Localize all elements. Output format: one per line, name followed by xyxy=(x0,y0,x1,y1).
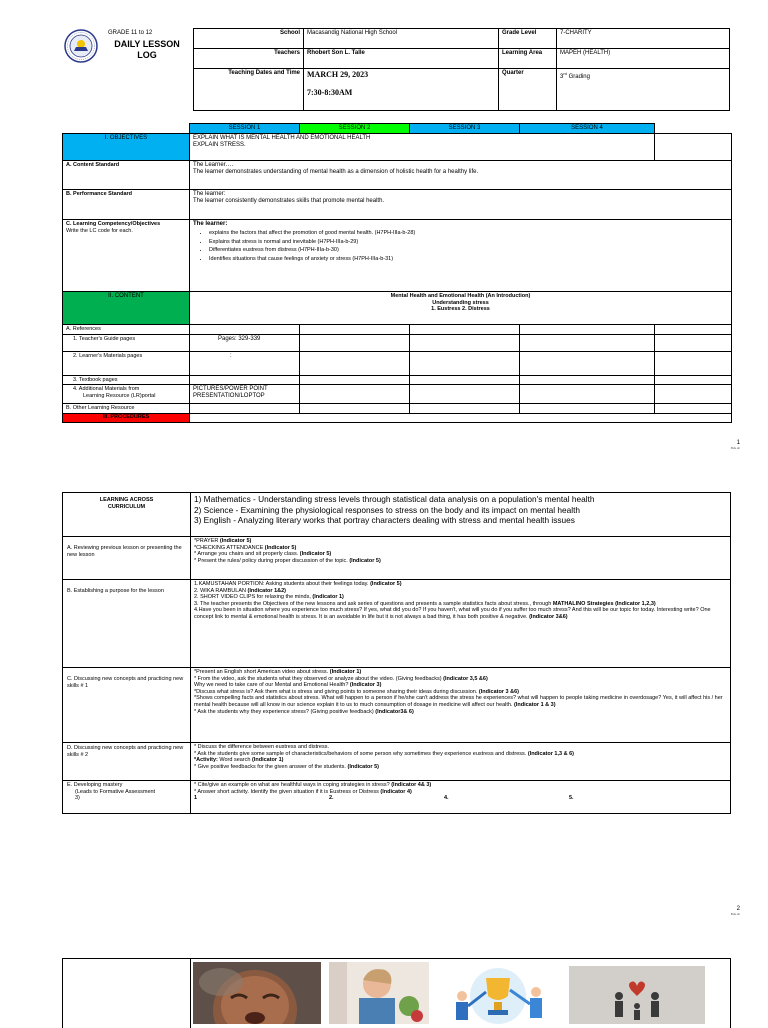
proc-c-text xyxy=(191,668,731,743)
lesson-table xyxy=(62,123,732,423)
proc-c-l4-ind: (Indicator 3 &6) xyxy=(478,688,519,695)
proc-c-l6: * Ask the students why they experience stress? (Giving positive feedback) xyxy=(194,708,376,715)
additional-materials-value-1: PICTURES/POWER POINT xyxy=(193,386,268,393)
teachers-label: Teachers xyxy=(194,49,304,69)
proc-c-l1: *Present an English short American video about stress. xyxy=(194,669,330,675)
quarter-num: 3 xyxy=(560,74,564,80)
proc-b-label: B. Establishing a purpose for the lesson xyxy=(63,580,191,668)
objectives-text xyxy=(190,134,655,161)
content-text xyxy=(190,292,732,325)
proc-b-l2: 2. WIKA RAMBULAN xyxy=(194,587,248,594)
session-4-header: SESSION 4 xyxy=(520,124,655,134)
proc-e-label-3: 3) xyxy=(75,795,80,802)
across-label-2: CURRICULUM xyxy=(107,503,146,510)
crying-child-image xyxy=(193,962,321,1024)
competency-item: • Explains that stress is normal and inevitable (H7PH-IIIa-b-29) xyxy=(209,239,728,246)
procedures-label: III. PROCEDURES xyxy=(63,413,190,422)
proc-e-l1-ind: (Indicator 4& 3) xyxy=(391,782,432,788)
family-icon-image xyxy=(569,966,705,1024)
proc-e-numbers xyxy=(194,795,727,803)
session-blank xyxy=(655,124,732,134)
log-title xyxy=(112,39,182,61)
proc-d-l3: Word search xyxy=(219,757,252,764)
competency-list xyxy=(193,230,728,262)
proc-e-n4: 5. xyxy=(569,795,574,802)
performance-standard-text xyxy=(190,190,732,220)
proc-a-label: A. Reviewing previous lesson or presenting the new lesson xyxy=(63,537,191,580)
proc-d-label: D. Discussing new concepts and practicing new skills # 2 xyxy=(63,743,191,781)
proc-b-l5-ind: (Indicator 3&6) xyxy=(529,613,568,620)
session-3-header: SESSION 3 xyxy=(410,124,520,134)
proc-b-l4: 3. The teacher presents the Objectives of the new lessons and ask series of questions and presents a sample statistics facts about stress., through xyxy=(194,600,553,607)
log-title-line-1: DAILY LESSON xyxy=(114,39,180,49)
proc-b-text xyxy=(191,580,731,668)
proc-e-n2: 2. xyxy=(329,795,334,802)
proc-c-l5: *Shows compelling facts and statistics about stress. What will happen to a person if he/she can't address the stress he experiences? what will happen to people taking medicine in overdosage? Yes, it will affect his / her mental health because will all know in our science explain it to us to much consumption of dosage in medicine will affect our health. xyxy=(194,695,723,708)
additional-materials-label-2: Learning Resource (LR)portal xyxy=(83,392,156,399)
competency-item: • Differentiates eustress from distress (H7PH-IIIa-b-30) xyxy=(209,247,728,254)
references-label: A. References xyxy=(63,325,190,335)
proc-a-l3-ind: (Indicator 5) xyxy=(299,551,332,558)
procedures-table xyxy=(62,492,731,814)
proc-c-label: C. Discussing new concepts and practicing new skills # 1 xyxy=(63,668,191,743)
objectives-line-1: EXPLAIN WHAT IS MENTAL HEALTH AND EMOTIONAL HEALTH xyxy=(193,135,371,141)
date-value: MARCH 29, 2023 xyxy=(307,70,369,79)
dates-value xyxy=(304,69,499,111)
proc-e-l1: * Cite/give an example on what are healthful ways in coping strategies in stress? xyxy=(194,782,392,788)
proc-a-l1-ind: (Indicator 5) xyxy=(219,538,252,544)
learners-materials-value: : xyxy=(190,351,300,375)
teachers-guide-label: 1. Teacher's Guide pages xyxy=(63,334,190,351)
performance-standard-line-1: The learner: xyxy=(193,191,226,197)
proc-a-l1: *PRAYER xyxy=(194,538,220,544)
learners-materials-label: 2. Learner's Materials pages xyxy=(63,351,190,375)
proc-b-l4-ind: MATHALINO Strategies (Indicator 1,2,3) xyxy=(552,600,656,607)
across-curriculum-label xyxy=(63,493,191,537)
proc-c-l4: *Discuss what stress is? Ask them what is stress and giving points to someone sharing their ideas during discussion. xyxy=(194,688,479,695)
proc-c-l5-ind: (Indicator 1 & 3) xyxy=(514,701,556,708)
proc-b-l5: 4.Have you been in situation where you experience too much stress? If yes, what did you do? If you haven't, what will you do if you suffer too much stress? And this will be our topic for today. Interesting write? One concept link to mental & emotional health is stress. It is an avoidable in life but it is not always a bad thing, it has both positive & negative. xyxy=(194,607,711,620)
school-value: Macasandig National High School xyxy=(304,29,499,49)
performance-standard-label: B. Performance Standard xyxy=(63,190,190,220)
content-line-1: Mental Health and Emotional Health (An Introduction) xyxy=(390,293,531,299)
quarter-value xyxy=(557,69,730,111)
page-2-number xyxy=(720,906,740,916)
other-resource-label: B. Other Learning Resource xyxy=(63,404,190,414)
page-2-sub: Bds.dc xyxy=(730,912,740,916)
proc-c-l2-ind: (Indicator 3,5 &6) xyxy=(443,675,488,682)
session-1-header: SESSION 1 xyxy=(190,124,300,134)
proc-e-n1: 1 xyxy=(194,795,198,802)
across-line-2: 2) Science - Examining the physiological responses to stress on the body and its impact on mental health xyxy=(194,504,581,515)
content-standard-label: A. Content Standard xyxy=(63,161,190,190)
page-2-number-text: 2 xyxy=(736,906,740,912)
page-1-number-text: 1 xyxy=(736,440,740,446)
quarter-label: Quarter xyxy=(499,69,557,111)
content-line-2: Understanding stress xyxy=(432,299,489,306)
proc-d-l3-activity: *Activity: xyxy=(194,757,220,764)
additional-materials-value xyxy=(190,385,300,404)
proc-e-text xyxy=(191,781,731,814)
additional-materials-label xyxy=(63,385,190,404)
proc-e-l2-ind: (Indicator 4) xyxy=(380,788,412,795)
competency-label-2: Write the LC code for each. xyxy=(66,227,133,234)
session-spacer xyxy=(63,124,190,134)
proc-b-l2-ind: (Indicator 1&2) xyxy=(247,587,287,594)
header-table xyxy=(193,28,730,111)
proc-d-l1: * Discuss the difference between eustress and distress. xyxy=(194,744,330,750)
grade-range: GRADE 11 to 12 xyxy=(108,30,153,36)
proc-e-label-1: E. Developing mastery xyxy=(67,782,123,788)
competency-heading: The learner: xyxy=(193,221,228,227)
objectives-extra xyxy=(655,134,732,161)
learning-area-label: Learning Area xyxy=(499,49,557,69)
proc-d-text xyxy=(191,743,731,781)
page-1-number xyxy=(720,440,740,450)
proc-a-l4-ind: (Indicator 5) xyxy=(349,557,381,564)
textbook-label: 3. Textbook pages xyxy=(63,375,190,385)
competency-text xyxy=(190,220,732,292)
competency-label xyxy=(63,220,190,292)
proc-d-l2-ind: (Indicator 1,3 & 6) xyxy=(527,750,574,757)
across-line-3: 3) English - Analyzing literary works that portray characters dealing with stress and mental health issues xyxy=(194,515,575,525)
performance-standard-line-2: The learner consistently demonstrates skills that promote mental health. xyxy=(193,198,385,204)
proc-a-l4: * Present the rules/ policy during proper discussion of the topic. xyxy=(194,557,350,564)
proc-c-l1-ind: (Indicator 1) xyxy=(329,669,362,675)
objectives-label: I. OBJECTIVES xyxy=(63,134,190,161)
trophy-teamwork-image xyxy=(440,962,558,1024)
quarter-sup: rd xyxy=(563,71,567,76)
dates-label: Teaching Dates and Time xyxy=(194,69,304,111)
teachers-guide-value: Pages: 329-339 xyxy=(190,334,300,351)
proc-b-l3-ind: (Indicator 1) xyxy=(312,594,344,601)
proc-c-l6-ind: (Indicator3& 6) xyxy=(375,708,414,715)
competency-item: • Identifies situations that cause feelings of anxiety or stress (H7PH-IIIa-b-31) xyxy=(209,256,728,263)
girl-photo-image xyxy=(329,962,429,1024)
page-1-sub: Bds.dc xyxy=(730,446,740,450)
school-label: School xyxy=(194,29,304,49)
proc-d-l4: * Give positive feedbacks for the given answer of the students. xyxy=(194,763,348,770)
objectives-line-2: EXPLAIN STRESS. xyxy=(193,142,246,148)
additional-materials-label-1: 4. Additional Materials from xyxy=(73,386,140,393)
proc-b-l1-ind: (Indicator 5) xyxy=(370,581,402,587)
proc-d-l2: * Ask the students give some sample of characteristics/behaviors of some person why sometimes they experience eustress and distress. xyxy=(194,750,528,757)
proc-e-label-2: (Leads to Formative Assessment xyxy=(75,788,156,795)
page-3-divider xyxy=(190,958,191,1028)
across-curriculum-text xyxy=(191,493,731,537)
proc-e-n3: 4. xyxy=(444,795,449,802)
log-title-line-2: LOG xyxy=(137,50,157,60)
quarter-word: Grading xyxy=(568,74,590,80)
proc-b-l1: 1.KAMUSTAHAN PORTION: Asking students about their feelings today. xyxy=(194,581,371,587)
proc-c-l2: * From the video, ask the students what they observed or analyze about the video. (Giving feedbacks) xyxy=(194,675,444,682)
grade-level-value: 7-CHARITY xyxy=(557,29,730,49)
time-value: 7:30-8:30AM xyxy=(307,88,353,97)
competency-item: • explains the factors that affect the promotion of good mental health. (H7PH-IIIa-b-28) xyxy=(209,230,728,237)
competency-label-1: C. Learning Competency/Objectives xyxy=(66,221,161,227)
session-2-header: SESSION 2 xyxy=(300,124,410,134)
content-label: II. CONTENT xyxy=(63,292,190,325)
deped-seal xyxy=(64,29,98,63)
additional-materials-value-2: PRESENTATION/LOPTOP xyxy=(193,393,265,400)
teachers-value: Rhobert Son L. Talle xyxy=(304,49,499,69)
proc-d-l3-ind: (Indicator 1) xyxy=(251,757,284,764)
learning-area-value: MAPEH (HEALTH) xyxy=(557,49,730,69)
content-standard-line-1: The Learner…. xyxy=(193,162,234,168)
proc-a-l3: * Arrange you chairs and sit properly class. xyxy=(194,551,300,558)
proc-c-l3-ind: (Indicator 3) xyxy=(349,682,382,689)
proc-c-l3: Why we need to take care of our Mental and Emotional Health? xyxy=(194,682,350,689)
proc-e-label xyxy=(63,781,191,814)
content-standard-text xyxy=(190,161,732,190)
proc-d-l4-ind: (Indicator 5) xyxy=(347,763,379,770)
proc-a-l2: *CHECKING ATTENDANCE xyxy=(194,544,265,551)
grade-level-label: Grade Level xyxy=(499,29,557,49)
content-standard-line-2: The learner demonstrates understanding of mental health as a dimension of holistic health for a healthy life. xyxy=(193,169,479,175)
proc-e-l2: * Answer short activity. Identify the given situation if it is Eustress or Distress xyxy=(194,788,381,795)
proc-a-text xyxy=(191,537,731,580)
across-label-1: LEARNING ACROSS xyxy=(99,497,154,503)
proc-b-l3: 2. SHORT VIDEO CLIPS for relaxing the minds, xyxy=(194,594,313,601)
proc-a-l2-ind: (Indicator 5) xyxy=(264,544,297,551)
across-line-1: 1) Mathematics - Understanding stress levels through statistical data analysis on a population's mental health xyxy=(194,494,595,504)
content-line-3: 1. Eustress 2. Distress xyxy=(431,306,490,313)
